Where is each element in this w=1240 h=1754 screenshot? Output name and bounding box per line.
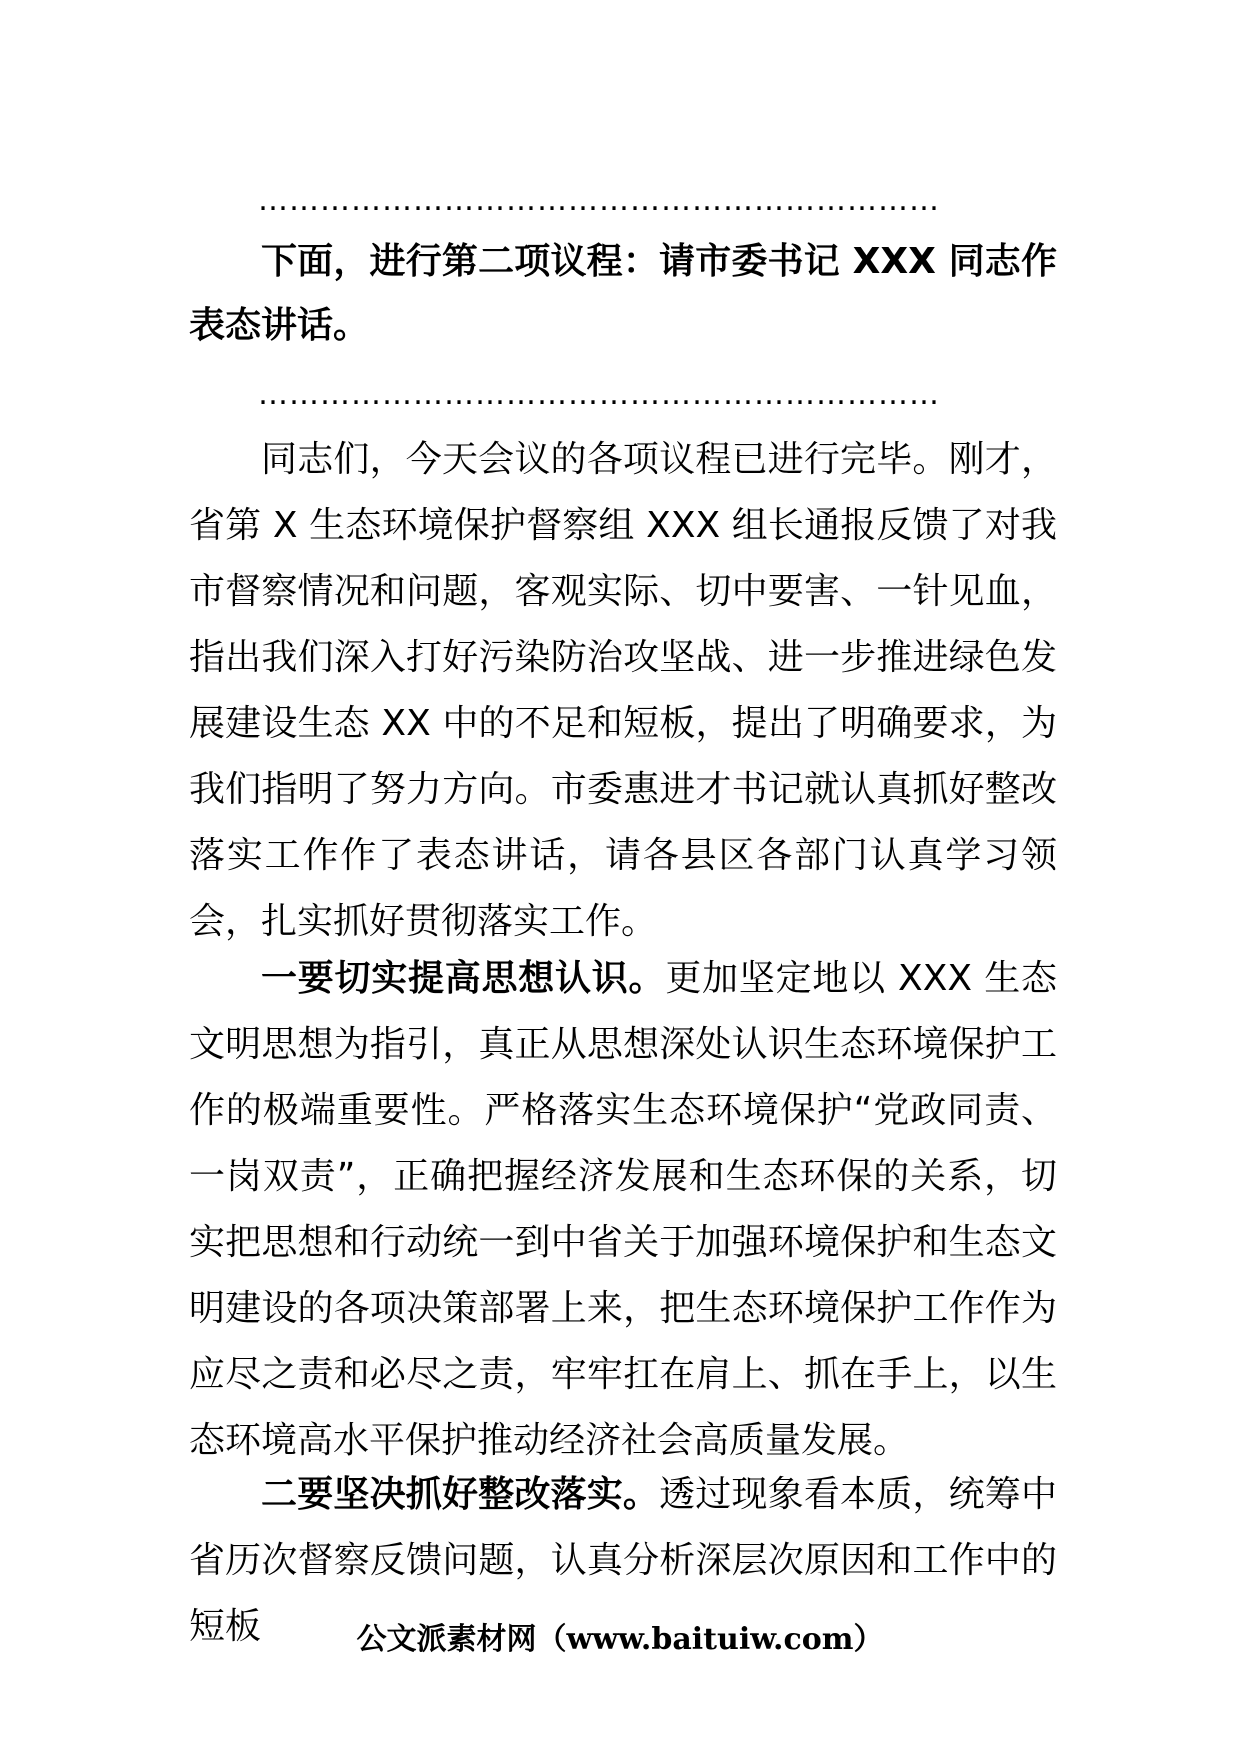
closing-paragraph: 同志们，今天会议的各项议程已进行完毕。刚才，省第 X 生态环境保护督察组 XXX 组长通报反馈了对我市督察情况和问题，客观实际、切中要害、一针见血，指出我们深入打好污染防治攻坚战、进一步推进绿色发展建设生态 XX 中的不足和短板，提出了明确要求，为我们指明了努力方向。市委惠进才书记就认真抓好整改落实工作作了表态讲话，请各县区各部门认真学习领会，扎实抓好贯彻落实工作。	[189, 439, 1057, 942]
separator-dots: …………………………………………………………	[258, 186, 940, 216]
point-two-lead: 二要坚决抓好整改落实。	[261, 1474, 660, 1515]
point-one-paragraph	[189, 946, 1057, 1474]
point-one-lead: 一要切实提高思想认识。	[261, 958, 666, 999]
footer-watermark: 公文派素材网（www.baituiw.com）	[356, 1622, 884, 1657]
agenda-heading: 下面，进行第二项议程：请市委书记 XXX 同志作表态讲话。	[189, 241, 1057, 346]
point-one-body: 更加坚定地以 XXX 生态文明思想为指引，真正从思想深处认识生态环境保护工作的极端重要性。严格落实生态环境保护“党政同责、一岗双责”，正确把握经济发展和生态环保的关系，切实把思想和行动统一到中省关于加强环境保护和生态文明建设的各项决策部署上来，把生态环境保护工作作为应尽之责和必尽之责，牢牢扛在肩上、抓在手上，以生态环境高水平保护推动经济社会高质量发展。	[189, 958, 1057, 1461]
separator-dots: …………………………………………………………	[258, 380, 940, 410]
point-two-body: 透过现象看本质，统筹中省历次督察反馈问题，认真分析深层次原因和工作中的短板	[189, 1474, 1057, 1647]
